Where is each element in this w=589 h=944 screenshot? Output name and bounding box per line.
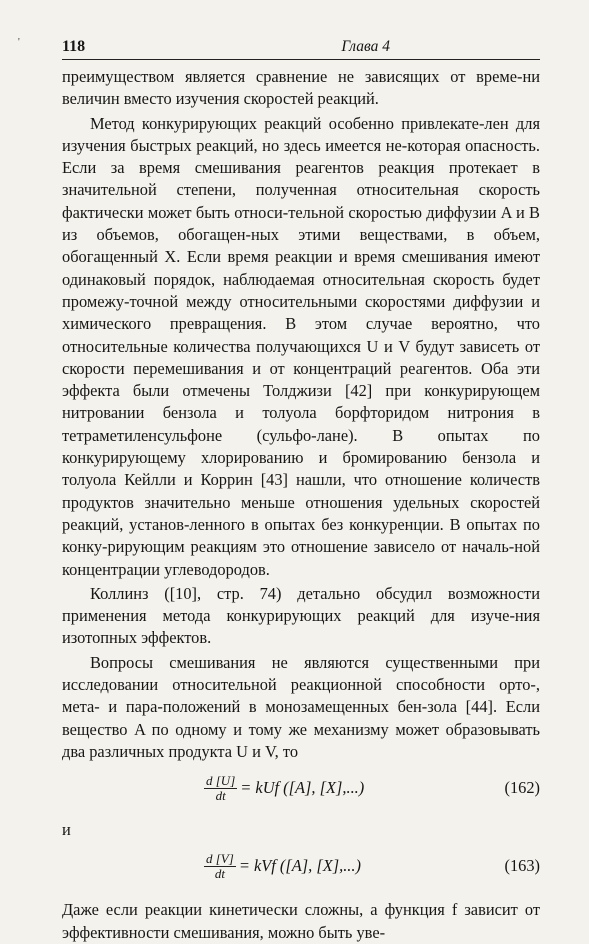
equation-denominator: dt xyxy=(215,787,226,803)
equation-fraction xyxy=(204,852,236,881)
paragraph-2: Метод конкурирующих реакций особенно привлекате-лен для изучения быстрых реакций, но здесь имеется не-которая опасность. Если за время смешивания реагентов реакция протекает в значительной степени, полученная относительная скорость фактически может быть относи-тельной скоростью диффузии A и B из объемов, обогащен-ных этими веществами, в объем, обогащенный X. Если время реакции и время смешивания имеют одинаковый порядок, наблюдаемая относительная скорость будет промежу-точной между относительными скоростями диффузии и химического превращения. В этом случае вероятно, что относительные количества получающихся U и V будут зависеть от скорости перемешивания и от концентраций реагентов. Оба эти эффекта были отмечены Толджизи [42] при конкурирующем нитровании бензола и толуола борфторидом нитрония в тетраметиленсульфоне (сульфо-лане). В опытах по конкурирующему хлорированию и бромированию бензола и толуола Кейлли и Коррин [43] нашли, что отношение количеств продуктов значительно меньше отношения удельных скоростей реакций, установ-ленного в опытах без конкуренции. В опытах по конку-рирующим реакциям это отношение зависело от началь-ной концентрации углеводородов. xyxy=(62,113,540,579)
equation-number: (162) xyxy=(504,778,540,798)
paragraph-1: преимуществом является сравнение не зависящих от време-ни величин вместо изучения скоростей реакций. xyxy=(62,67,540,109)
equation-162 xyxy=(62,763,540,813)
equation-rhs: = kUf ([A], [X],...) xyxy=(240,778,365,798)
book-page xyxy=(62,38,540,944)
running-header xyxy=(62,38,540,60)
equation-numerator: d [U] xyxy=(206,772,236,788)
paragraph-3: Коллинз ([10], стр. 74) детально обсудил возможности применения метода конкурирующих реакций для изуче-ния изотопных эффектов. xyxy=(62,583,540,648)
paragraph-4: Вопросы смешивания не являются существенными при исследовании относительной реакционной способности орто-, мета- и пара-положений в монозамещенных бен-зола [44]. Если вещество A по одному и тому же механизму может образовывать два различных продукта U и V, то xyxy=(62,652,540,761)
margin-mark: ' xyxy=(18,37,20,48)
equation-fraction xyxy=(204,774,237,803)
conjunction-text: и xyxy=(62,820,71,840)
page-number: 118 xyxy=(62,38,86,55)
equation-numerator: d [V] xyxy=(206,850,234,866)
chapter-title: Глава 4 xyxy=(341,38,390,55)
body-text xyxy=(62,66,540,763)
equation-rhs: = kVf ([A], [X],...) xyxy=(238,856,361,876)
paragraph-5: Даже если реакции кинетически сложны, а функция f зависит от эффективности смешивания, можно быть уве- xyxy=(62,900,540,942)
equation-denominator: dt xyxy=(214,865,225,881)
closing-text xyxy=(62,899,540,944)
equation-number: (163) xyxy=(504,856,540,876)
equation-163 xyxy=(62,841,540,891)
